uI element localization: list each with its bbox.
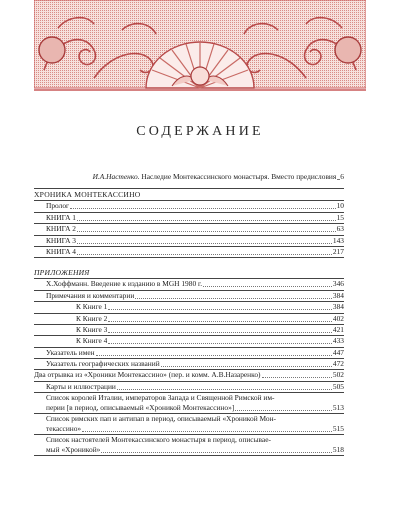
entry-label: КНИГА 4: [46, 246, 76, 256]
entry-label: КНИГА 2: [46, 224, 76, 234]
toc-entry-notes-book-3[interactable]: [34, 325, 344, 335]
dot-leader: [108, 309, 332, 310]
entry-label: Указатель географических названий: [46, 359, 160, 369]
toc-entry-abbots-list[interactable]: Список настоятелей Монтекассинского монастыря в период, описывае- мый «Хроникой» 518: [46, 434, 344, 454]
dot-leader: [101, 452, 332, 453]
page-number: 505: [332, 381, 344, 391]
divider: [34, 455, 344, 456]
page-number: 447: [332, 347, 344, 357]
page-number: 63: [336, 224, 344, 234]
section-heading-appendices: ПРИЛОЖЕНИЯ: [34, 267, 90, 277]
entry-label: КНИГА 3: [46, 235, 76, 245]
entry-label: Примечания и комментарии: [46, 290, 135, 300]
dot-leader: [203, 286, 332, 287]
toc-entry-prologue[interactable]: [34, 201, 344, 211]
toc-entry-geo-index[interactable]: [34, 359, 344, 369]
toc-entry-book-2[interactable]: [34, 224, 344, 234]
dot-leader: [77, 231, 336, 232]
entry-label: Пролог: [46, 201, 70, 211]
preface-author: И.А.Настенко.: [92, 171, 140, 181]
dot-leader: [96, 355, 332, 356]
toc-entry-book-3[interactable]: [34, 236, 344, 246]
entry-label: Карты и иллюстрации: [46, 381, 116, 391]
page-number: 6: [340, 171, 344, 181]
dot-leader: [82, 431, 332, 432]
toc-entry-popes-list[interactable]: Список римских пап и антипап в период, описываемый «Хроникой Мон- текассино» 515: [46, 413, 344, 433]
page-number: 502: [332, 370, 344, 380]
dot-leader: [135, 298, 332, 299]
dot-leader: [70, 208, 336, 209]
dot-leader: [108, 321, 332, 322]
entry-label: Два отрывка из «Хроники Монтекассино» (пер. и комм. А.В.Назаренко): [34, 370, 261, 380]
toc-entry-two-excerpts[interactable]: [34, 370, 344, 380]
toc-entry-book-4[interactable]: [34, 247, 344, 257]
entry-label: Х.Хоффманн. Введение к изданию в MGH 1980 г.: [46, 279, 203, 289]
toc-entry-name-index[interactable]: [34, 348, 344, 358]
page-number: 433: [332, 336, 344, 346]
page-number: 217: [332, 246, 344, 256]
toc-entry-hoffmann[interactable]: [34, 279, 344, 289]
entry-label: Указатель имен: [46, 347, 95, 357]
page-number: 346: [332, 279, 344, 289]
page-number: 472: [332, 359, 344, 369]
dot-leader: [77, 220, 336, 221]
page-title: СОДЕРЖАНИЕ: [136, 124, 264, 139]
decorative-ornament-banner: [34, 0, 366, 96]
toc-entry-notes-book-1[interactable]: [34, 302, 344, 312]
dot-leader: [161, 366, 332, 367]
toc-entry-notes[interactable]: [34, 291, 344, 301]
toc-entry-maps[interactable]: [34, 382, 344, 392]
toc-entry-kings-list[interactable]: Список королей Италии, императоров Запада и Священной Римской им- перии [в период, описываемый «Хроникой Монтекассино»] 513: [46, 392, 344, 412]
entry-label: КНИГА 1: [46, 212, 76, 222]
page-number: 143: [332, 235, 344, 245]
toc-entry-notes-book-4[interactable]: [34, 336, 344, 346]
entry-label: К Книге 3: [76, 324, 108, 334]
toc-entry-preface[interactable]: [34, 172, 344, 182]
dot-leader: [117, 389, 332, 390]
dot-leader: [337, 179, 339, 180]
dot-leader: [262, 377, 332, 378]
toc-entry-notes-book-2[interactable]: [34, 314, 344, 324]
page-number: 384: [332, 302, 344, 312]
dot-leader: [77, 243, 332, 244]
page-number: 15: [336, 212, 344, 222]
entry-label: К Книге 2: [76, 313, 108, 323]
dot-leader: [235, 410, 332, 411]
dot-leader: [108, 343, 332, 344]
table-of-contents: [34, 172, 344, 456]
section-heading-chronicle: ХРОНИКА МОНТЕКАССИНО: [34, 189, 141, 199]
page-number: 421: [332, 324, 344, 334]
preface-title: Наследие Монтекассинского монастыря. Вместо предисловия: [141, 171, 337, 181]
entry-label: К Книге 4: [76, 336, 108, 346]
page-number: 10: [336, 201, 344, 211]
page-number: 384: [332, 290, 344, 300]
entry-label: К Книге 1: [76, 302, 108, 312]
dot-leader: [108, 332, 332, 333]
toc-entry-book-1[interactable]: [34, 213, 344, 223]
page-number: 402: [332, 313, 344, 323]
dot-leader: [77, 254, 332, 255]
